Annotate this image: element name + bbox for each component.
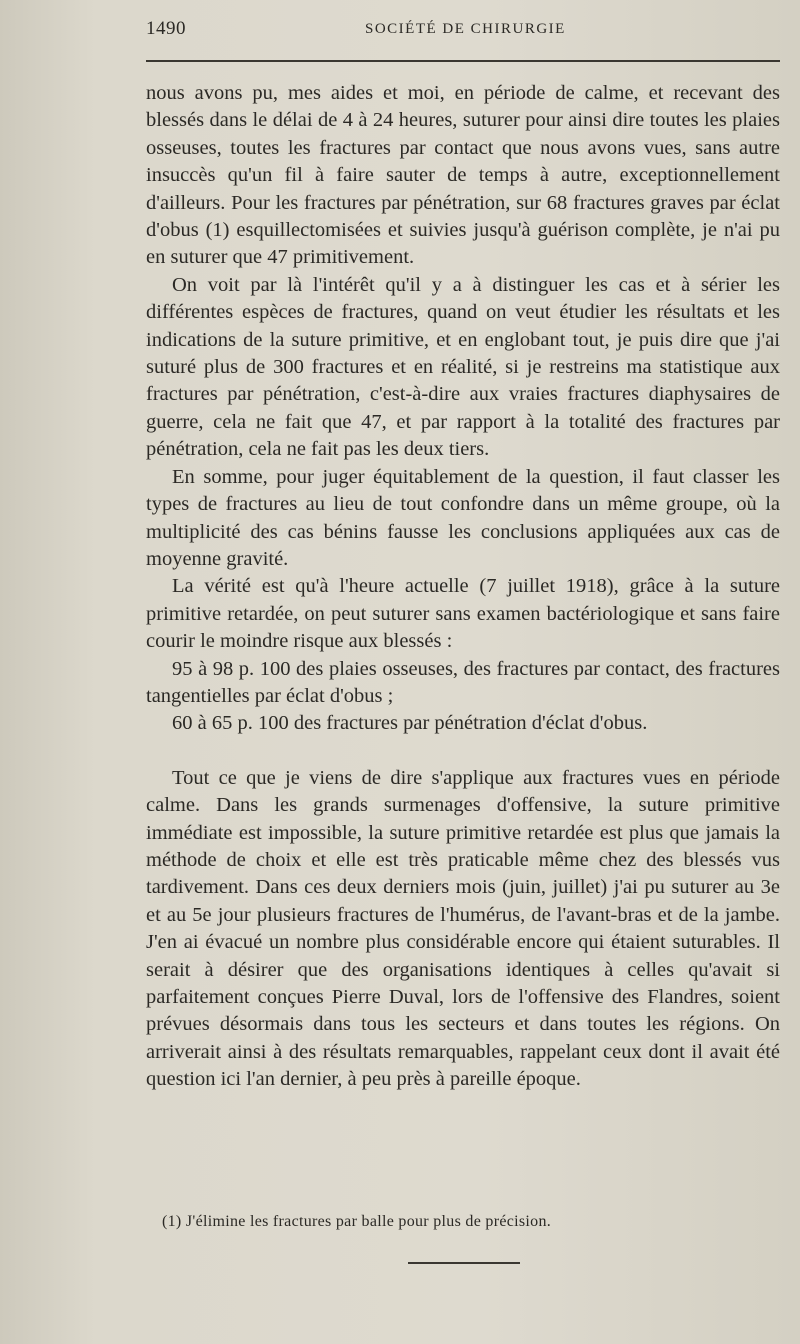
footnote: (1) J'élimine les fractures par balle pour plus de précision. [162, 1213, 552, 1230]
body-text [146, 80, 780, 1094]
paragraph-6: 60 à 65 p. 100 des fractures par pénétration d'éclat d'obus. [172, 712, 648, 735]
paragraph-4: La vérité est qu'à l'heure actuelle (7 juillet 1918), grâce à la suture primitive retardée, on peut suturer sans examen bactériologique et sans faire courir le moindre risque aux blessés : [146, 575, 780, 653]
page-number: 1490 [146, 18, 186, 39]
paragraph-2: On voit par là l'intérêt qu'il y a à distinguer les cas et à sérier les différentes espèces de fractures, quand on veut étudier les résultats et les indications de la suture primitive, et en englobant tout, je puis dire que j'ai suturé plus de 300 fractures et en réalité, si je restreins ma statistique aux fractures par pénétration, c'est-à-dire aux vraies fractures diaphysaires de guerre, cela ne fait que 47, et par rapport à la totalité des fractures par pénétration, cela ne fait pas les deux tiers. [146, 273, 780, 461]
paragraph-7: Tout ce que je viens de dire s'applique aux fractures vues en période calme. Dans les grands surmenages d'offensive, la suture primitive immédiate est impossible, la suture primitive retardée est plus que jamais la méthode de choix et elle est très praticable même chez des blessés vus tardivement. Dans ces deux derniers mois (juin, juillet) j'ai pu suturer au 3e et au 5e jour plusieurs fractures de l'humérus, de l'avant-bras et de la jambe. J'en ai évacué un nombre plus considérable encore qui étaient suturables. Il serait à désirer que des organisations identiques à celles qu'avait si parfaitement conçues Pierre Duval, lors de l'offensive des Flandres, soient prévues désormais dans tous les secteurs et dans toutes les régions. On arriverait ainsi à des résultats remarquables, rappelant ceux dont il avait été question ici l'an dernier, à peu près à pareille époque. [146, 766, 780, 1091]
paragraph-5: 95 à 98 p. 100 des plaies osseuses, des fractures par contact, des fractures tangentielles par éclat d'obus ; [146, 657, 780, 707]
header-rule [146, 60, 780, 62]
paragraph-3: En somme, pour juger équitablement de la question, il faut classer les types de fractures au lieu de tout confondre dans un même groupe, où la multiplicité des cas bénins fausse les conclusions appliquées aux cas de moyenne gravité. [146, 465, 780, 570]
running-head: SOCIÉTÉ DE CHIRURGIE [365, 21, 566, 37]
page-header [0, 18, 800, 44]
paragraph-1: nous avons pu, mes aides et moi, en période de calme, et recevant des blessés dans le délai de 4 à 24 heures, suturer pour ainsi dire toutes les plaies osseuses, toutes les fractures par contact que nous avons vues, sans autre insuccès qu'un fil à faire sauter de temps à autre, exceptionnellement d'ailleurs. Pour les fractures par pénétration, sur 68 fractures graves par éclat d'obus (1) esquillectomisées et suivies jusqu'à guérison complète, je n'ai pu en suturer que 47 primitivement. [146, 82, 780, 269]
footer-rule [408, 1262, 520, 1264]
